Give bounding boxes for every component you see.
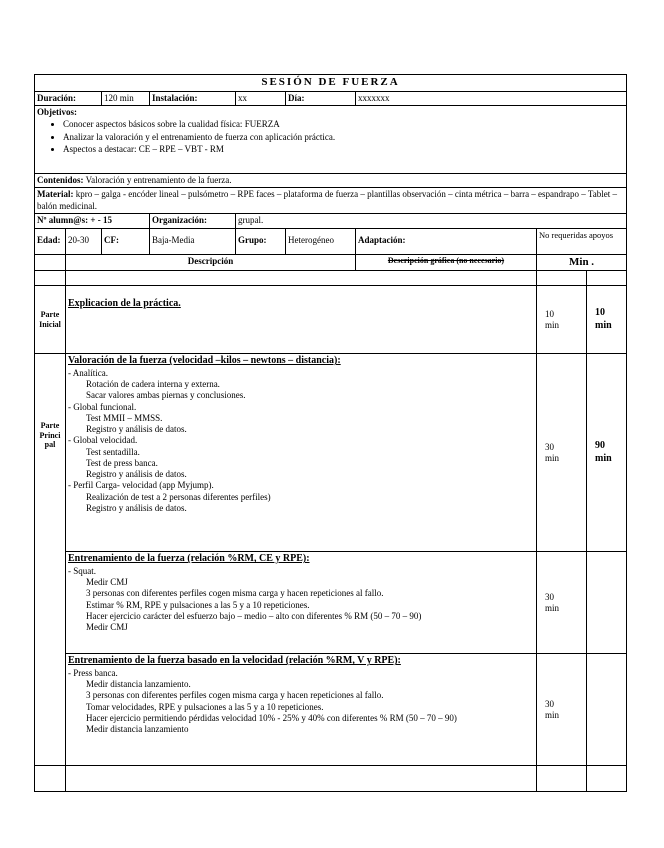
phase-inicial: [35, 286, 66, 354]
objetivos-label: Objetivos:: [37, 107, 77, 117]
material-label: Material:: [37, 189, 74, 200]
spacer-cell: [587, 271, 627, 286]
description-line: Rotación de cadera interna y externa.: [86, 379, 220, 389]
description-line: Hacer ejercicio permitiendo pérdidas velocidad 10% - 25% y 40% con diferentes % RM (50 – 70 – 90): [86, 712, 457, 723]
velocidad-time-cell: [537, 654, 587, 766]
velocidad-total-cell: [587, 654, 627, 766]
objetivos-list: [37, 119, 624, 155]
instalacion-label: Instalación:: [150, 91, 236, 105]
entrenamiento-time-cell: [537, 552, 587, 654]
duracion-value: 120 min: [102, 91, 150, 105]
inicial-time-cell: [537, 286, 587, 354]
entrenamiento-heading: Entrenamiento de la fuerza (relación %RM, CE y RPE):: [68, 553, 310, 565]
description-line: Medir distancia lanzamiento.: [86, 679, 191, 689]
phase-header-empty: [35, 254, 66, 271]
objetivo-item: • Aspectos a destacar: CE – RPE – VBT - RM: [63, 144, 624, 155]
valoracion-desc: [66, 354, 537, 552]
velocidad-desc: [66, 654, 537, 766]
material-cell: [35, 188, 627, 214]
valoracion-lines: [68, 368, 534, 514]
description-line: 3 personas con diferentes perfiles cogen misma carga y hacen repeticiones al fallo.: [86, 690, 384, 701]
cf-label: CF:: [102, 228, 150, 254]
description-line: Realización de test a 2 personas diferentes perfiles): [86, 491, 271, 502]
description-line: Registro y análisis de datos.: [86, 424, 187, 434]
adaptacion-label: Adaptación:: [356, 228, 537, 254]
description-line: - Global velocidad.: [68, 435, 138, 446]
descripcion-header: Descripción: [66, 254, 356, 271]
inicial-desc: [66, 286, 537, 354]
description-line: - Press banca.: [68, 667, 118, 678]
entrenamiento-total-cell: [587, 552, 627, 654]
inicial-heading: Explicacion de la práctica.: [68, 298, 181, 310]
edad-value: 20-30: [66, 228, 102, 254]
description-line: Registro y análisis de datos.: [86, 469, 187, 479]
instalacion-value: xx: [236, 91, 286, 105]
description-line: - Squat.: [68, 565, 96, 576]
cf-value: Baja-Media: [150, 228, 236, 254]
velocidad-time: 30 min: [545, 698, 560, 720]
min-header: Min .: [537, 254, 627, 271]
phase-principal-label: Parte Principal: [39, 421, 61, 450]
spacer-cell: [66, 271, 537, 286]
description-line: Test de press banca.: [86, 457, 158, 468]
trailing-cell: [537, 766, 587, 792]
inicial-total-cell: [587, 286, 627, 354]
description-line: 3 personas con diferentes perfiles cogen misma carga y hacen repeticiones al fallo.: [86, 588, 384, 599]
phase-inicial-label: Parte Inicial: [39, 310, 61, 329]
trailing-cell: [35, 766, 66, 792]
spacer-cell: [537, 271, 587, 286]
contenidos-value: Valoración y entrenamiento de la fuerza.: [85, 175, 232, 185]
inicial-total: 10 min: [595, 307, 612, 331]
entrenamiento-time: 30 min: [545, 591, 560, 613]
trailing-cell: [587, 766, 627, 792]
session-table: [34, 74, 627, 792]
valoracion-time-cell: [537, 354, 587, 552]
grupo-label: Grupo:: [236, 228, 286, 254]
description-line: Estimar % RM, RPE y pulsaciones a las 5 y a 10 repeticiones.: [86, 599, 310, 610]
organizacion-label: Organización:: [150, 214, 236, 228]
valoracion-total: 90 min: [595, 440, 612, 464]
organizacion-value: grupal.: [236, 214, 627, 228]
grupo-value: Heterogéneo: [286, 228, 356, 254]
description-line: Test MMII – MMSS.: [86, 412, 163, 423]
description-line: Sacar valores ambas piernas y conclusiones.: [86, 390, 246, 401]
velocidad-lines: [68, 668, 534, 736]
dia-label: Día:: [286, 91, 356, 105]
contenidos-cell: [35, 174, 627, 188]
description-line: Test sentadilla.: [86, 446, 140, 457]
trailing-cell: [66, 766, 537, 792]
objetivos-cell: [35, 106, 627, 174]
description-line: Medir CMJ: [86, 622, 128, 632]
contenidos-label: Contenidos:: [37, 175, 84, 185]
description-line: - Analítica.: [68, 367, 108, 378]
edad-label: Edad:: [35, 228, 66, 254]
objetivo-item: • Analizar la valoración y el entrenamiento de fuerza con aplicación práctica.: [63, 132, 624, 143]
dia-value: xxxxxxx: [356, 91, 627, 105]
entrenamiento-desc: [66, 552, 537, 654]
alumnos-label: Nº alumn@s: + - 15: [35, 214, 150, 228]
valoracion-heading: Valoración de la fuerza (velocidad –kilos – newtons – distancia):: [68, 355, 341, 367]
duracion-label: Duración:: [35, 91, 102, 105]
description-line: Hacer ejercicio carácter del esfuerzo bajo – medio – alto con diferentes % RM (50 – 70 – 90): [86, 610, 422, 621]
description-line: Tomar velocidades, RPE y pulsaciones a las 5 y a 10 repeticiones.: [86, 701, 324, 712]
session-title: SESIÓN DE FUERZA: [35, 75, 627, 92]
description-line: - Global funcional.: [68, 401, 137, 412]
entrenamiento-lines: [68, 566, 534, 634]
objetivo-item: • Conocer aspectos básicos sobre la cualidad física: FUERZA: [63, 119, 624, 130]
grafica-header: Descripción gráfica (no necesario): [356, 254, 537, 271]
valoracion-total-cell: [587, 354, 627, 552]
description-line: Medir distancia lanzamiento: [86, 724, 189, 734]
material-value: kpro – galga - encóder lineal – pulsómetro – RPE faces – plataforma de fuerza – plantillas observación – cinta métrica – barra – espandrapo – Tablet – balón medicinal.: [37, 189, 617, 211]
inicial-time: 10 min: [545, 308, 560, 330]
velocidad-heading: Entrenamiento de la fuerza basado en la velocidad (relación %RM, V y RPE):: [68, 655, 401, 667]
spacer-cell: [35, 271, 66, 286]
valoracion-time: 30 min: [545, 441, 560, 463]
description-line: Medir CMJ: [86, 577, 128, 587]
phase-principal: [35, 354, 66, 766]
description-line: Registro y análisis de datos.: [86, 502, 187, 513]
adaptacion-value: No requeridas apoyos: [537, 228, 627, 254]
description-line: - Perfil Carga- velocidad (app Myjump).: [68, 480, 214, 491]
